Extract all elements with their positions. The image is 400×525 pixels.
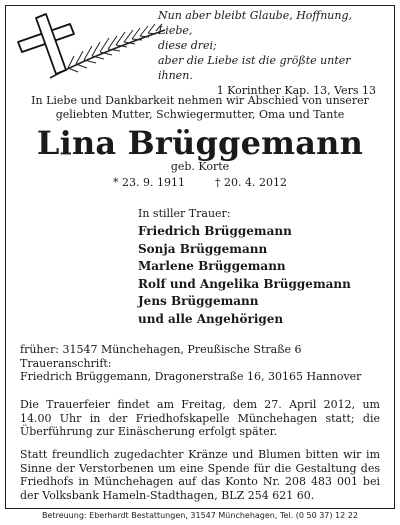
verse-reference: 1 Korinther Kap. 13, Vers 13 xyxy=(216,84,376,97)
life-dates xyxy=(0,176,400,190)
addresses xyxy=(20,343,380,384)
verse-line: diese drei; xyxy=(158,39,217,52)
birth-date: * 23. 9. 1911 xyxy=(113,176,185,189)
mourner-name: Jens Brüggemann xyxy=(138,294,259,308)
verse-line: Nun aber bleibt Glaube, Hoffnung, Liebe, xyxy=(158,9,352,37)
mourners-lead: In stiller Trauer: xyxy=(138,207,231,220)
cross-with-palm-icon xyxy=(10,8,170,80)
mourner-name: und alle Angehörigen xyxy=(138,311,284,326)
mourner-name: Rolf und Angelika Brüggemann xyxy=(138,276,351,291)
verse-line: aber die Liebe ist die größte unter ihnen. xyxy=(158,54,351,82)
bible-verse xyxy=(158,8,376,98)
mourning-address: Friedrich Brüggemann, Dragonerstraße 16, 30165 Hannover xyxy=(20,370,362,383)
mourners-list xyxy=(138,207,378,328)
funeral-service-text: Die Trauerfeier findet am Freitag, dem 27. April 2012, um 14.00 Uhr in der Friedhofskapelle Münchehagen statt; die Überführung zur Einäscherung erfolgt später. xyxy=(20,398,380,438)
maiden-name: geb. Korte xyxy=(170,160,230,173)
intro-line: In Liebe und Dankbarkeit nehmen wir Abschied von unserer xyxy=(31,94,369,107)
death-date: † 20. 4. 2012 xyxy=(215,176,287,189)
funeral-home-footer: Betreuung: Eberhardt Bestattungen, 31547 Münchehagen, Tel. (0 50 37) 12 22 xyxy=(42,511,358,520)
mourning-address-label: Traueranschrift: xyxy=(20,356,112,370)
mourner-name: Sonja Brüggemann xyxy=(138,241,268,256)
intro-line: geliebten Mutter, Schwiegermutter, Oma und Tante xyxy=(55,108,345,121)
mourner-name: Friedrich Brüggemann xyxy=(138,224,292,238)
intro-text xyxy=(0,94,400,122)
deceased-name: Lina Brüggemann xyxy=(36,124,364,162)
mourner-name: Marlene Brüggemann xyxy=(138,259,286,273)
former-address: früher: 31547 Münchehagen, Preußische Straße 6 xyxy=(20,343,302,356)
donation-text: Statt freundlich zugedachter Kränze und Blumen bitten wir im Sinne der Verstorbenen um eine Spende für die Gestaltung des Friedhofs in Münchehagen auf das Konto Nr. 208 483 001 bei der Volksbank Hameln-Stadthagen, BLZ 254 621 60. xyxy=(20,448,380,502)
